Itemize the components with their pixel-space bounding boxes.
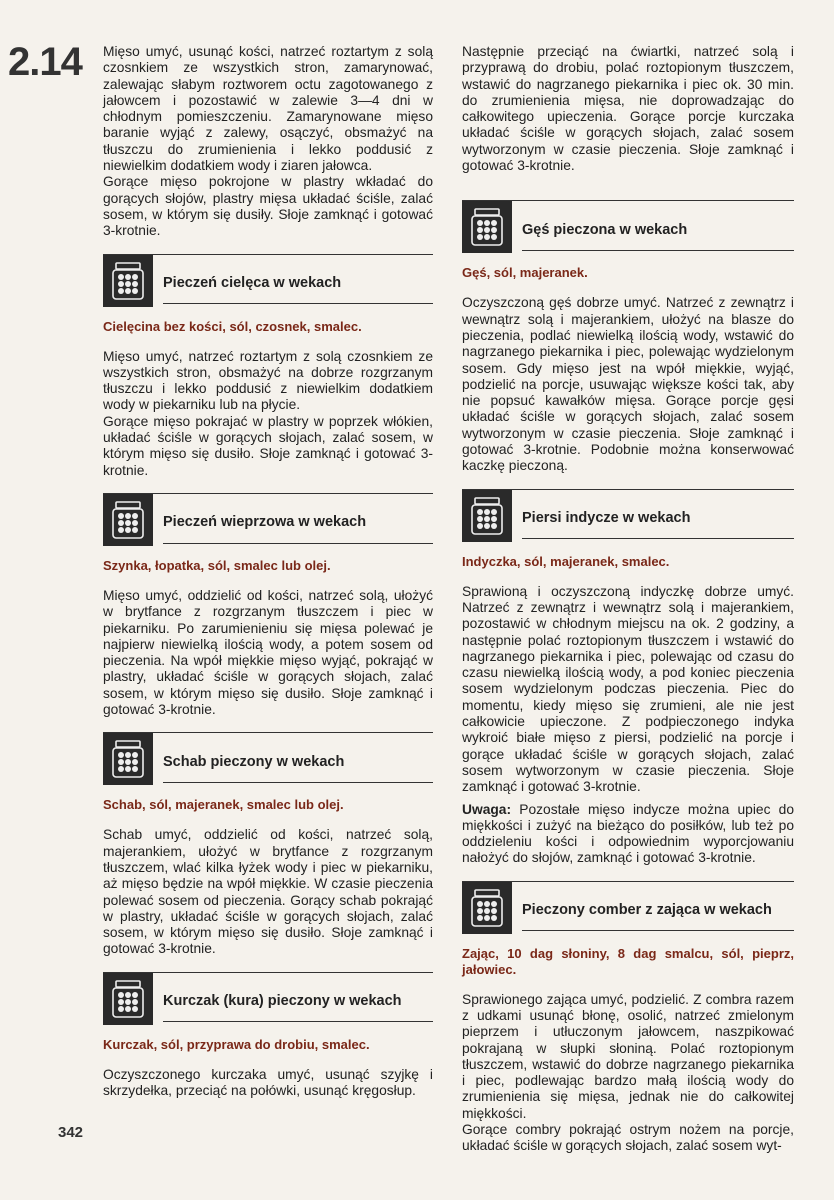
page-number: 342 — [58, 1124, 84, 1141]
recipe-heading — [103, 972, 433, 1025]
recipe-title: Pieczeń cielęca w wekach — [163, 257, 433, 304]
jar-icon — [462, 882, 512, 934]
recipe-heading — [103, 254, 433, 307]
recipe-paragraph: Oczyszczonego kurczaka umyć, usunąć szyjkę i skrzydełka, przeciąć na połówki, usunąć kręgosłup. — [103, 1066, 433, 1098]
recipe-ingredients: Kurczak, sól, przyprawa do drobiu, smalec. — [103, 1036, 370, 1052]
section-number: 2.14 — [8, 40, 82, 84]
note-paragraph — [462, 802, 794, 867]
recipe-block — [103, 972, 433, 1100]
jar-icon — [462, 201, 512, 253]
jar-icon — [103, 494, 153, 546]
jar-icon — [103, 255, 153, 307]
recipe-heading — [462, 200, 794, 253]
recipe-ingredients: Zając, 10 dag słoniny, 8 dag smalcu, sól, pieprz, jałowiec. — [462, 945, 794, 977]
recipe-ingredients: Szynka, łopatka, sól, smalec lub olej. — [103, 557, 331, 573]
recipe-heading — [462, 489, 794, 542]
recipe-block — [103, 254, 433, 479]
recipe-title: Schab pieczony w wekach — [163, 736, 433, 783]
recipe-paragraph: Mięso umyć, natrzeć roztartym z solą czosnkiem ze wszystkich stron, obsmażyć na dobrze rozgrzanym tłuszczu i lekko poddusić z niewielkim dodatkiem wody w piekarniku lub na płycie. — [103, 348, 433, 413]
recipe-heading — [103, 732, 433, 785]
note-label: Uwaga: — [462, 801, 512, 817]
recipe-paragraph: Sprawioną i oczyszczoną indyczkę dobrze umyć. Natrzeć z zewnątrz i wewnątrz solą i majerankiem, pozostawić w chłodnym miejscu na ok. 2 godziny, a następnie polać roztopionym tłuszczem i wstawić do nagrzanego piekarnika i piec, polewając od czasu do czasu niewielką ilością wody, a pod koniec pieczenia sosem wydzielonym podczas pieczenia. Piec do momentu, kiedy mięso się zrumieni, ale nie jest całkowicie upieczone. Z podpieczonego indyka wykroić białe mięso z piersi, podzielić na porcje i gorące układać ściśle w gorących słojach, zalać sosem wytworzonym w czasie pieczenia. Słoje zamknąć i gotować 3-krotnie. — [462, 583, 794, 795]
left-column — [103, 44, 433, 1099]
jar-icon — [103, 973, 153, 1025]
jar-icon — [462, 490, 512, 542]
recipe-paragraph: Gorące mięso pokrajać w plastry w poprzek włókien, układać ściśle w gorących słojach, zalać sosem, w którym mięso się dusiło. Słoje zamknąć i gotować 3-krotnie. — [103, 413, 433, 478]
right-column — [462, 44, 794, 1155]
recipe-ingredients: Schab, sól, majeranek, smalec lub olej. — [103, 797, 344, 813]
recipe-title: Pieczony comber z zająca w wekach — [522, 884, 794, 931]
recipe-heading — [103, 493, 433, 546]
recipe-block — [462, 200, 794, 474]
intro-paragraph: Następnie przeciąć na ćwiartki, natrzeć solą i przyprawą do drobiu, polać roztopionym tłuszczem, wstawić do nagrzanego piekarnika i piec ok. 30 min. do zrumienienia mięsa, nie doprowadzając do całkowitego upieczenia. Gorące porcje kurczaka układać ściśle w gorących słojach, zalać sosem wytworzonym w czasie pieczenia. Słoje zamknąć i gotować 3-krotnie. — [462, 44, 794, 174]
jar-icon — [103, 733, 153, 785]
recipe-block — [462, 881, 794, 1155]
recipe-block — [462, 489, 794, 867]
recipe-ingredients: Indyczka, sól, majeranek, smalec. — [462, 553, 670, 569]
recipe-ingredients: Gęś, sól, majeranek. — [462, 265, 588, 281]
recipe-block — [103, 493, 433, 718]
recipe-paragraph: Oczyszczoną gęś dobrze umyć. Natrzeć z zewnątrz i wewnątrz solą i majerankiem, ułożyć na blasze do pieczenia, podlać niewielką ilością wody, wstawić do nagrzanego piekarnika i piec, polewając wydzielonym sosem. Gdy mięso jest na wpół miękkie, wyjąć, podzielić na porcje, usuwając większe kości tak, aby nie popsuć kawałków mięsa. Gorące porcje gęsi układać ściśle w gorących słojach, zalać sosem wytworzonym w czasie pieczenia. Słoje zamknąć i gotować 3-krotnie. Podobnie można konserwować kaczkę pieczoną. — [462, 295, 794, 474]
recipe-block — [103, 732, 433, 957]
recipe-title: Piersi indycze w wekach — [522, 492, 794, 539]
recipe-paragraph: Sprawionego zająca umyć, podzielić. Z combra razem z udkami usunąć błonę, osolić, natrzeć zmielonym pieprzem i utłuczonym jałowcem, naszpikować pokrajaną w słupki słoniną. Polać roztopionym tłuszczem, wstawić do dobrze nagrzanego piekarnika i piec, podlewając bardzo małą ilością wody do zrumienienia się mięsa, jednak nie do całkowitej miękkości. — [462, 991, 794, 1121]
recipe-paragraph: Schab umyć, oddzielić od kości, natrzeć solą, majerankiem, ułożyć w brytfance z rozgrzanym tłuszczem, wlać kilka łyżek wody i piec w piekarniku, aż mięso będzie na wpół miękkie. W czasie pieczenia polewać sosem od pieczenia. Gorący schab pokrająć w plastry, układać ściśle w gorących słojach, zalać sosem, w którym mięso się dusiło. Słoje zamknąć i gotować 3-krotnie. — [103, 827, 433, 957]
recipe-heading — [462, 881, 794, 934]
note-text: Pozostałe mięso indycze można upiec do miękkości i zużyć na bieżąco do posiłków, lub też po oddzieleniu kości i odpowiednim wyporcjowaniu nałożyć do słojów, zamknąć i gotować 3-krotnie. — [462, 801, 794, 866]
intro-paragraph: Mięso umyć, usunąć kości, natrzeć roztartym z solą czosnkiem ze wszystkich stron, zamarynować, zalewając słabym roztworem octu zagotowanego z jałowcem i pozostawić w zalewie 3—4 dni w chłodnym pomieszczeniu. Zamarynowane mięso baranie wyjąć z zalewy, osączyć, obsmażyć na tłuszczu do zrumienienia i lekko poddusić z niewielkim dodatkiem wody i ziaren jałowca. — [103, 44, 433, 174]
recipe-ingredients: Cielęcina bez kości, sól, czosnek, smalec. — [103, 318, 362, 334]
intro-paragraph: Gorące mięso pokrojone w plastry wkładać do gorących słojów, plastry mięsa układać ściśle, zalać sosem, w którym się dusiły. Słoje zamknąć i gotować 3-krotnie. — [103, 174, 433, 239]
recipe-title: Pieczeń wieprzowa w wekach — [163, 496, 433, 543]
recipe-paragraph: Gorące combry pokrająć ostrym nożem na porcje, układać ściśle w gorących słojach, zalać sosem wyt- — [462, 1122, 794, 1154]
recipe-title: Gęś pieczona w wekach — [522, 204, 794, 251]
recipe-title: Kurczak (kura) pieczony w wekach — [163, 975, 433, 1022]
recipe-paragraph: Mięso umyć, oddzielić od kości, natrzeć solą, ułożyć w brytfance z rozgrzanym tłuszczem i piec w piekarniku. Po zarumienieniu się mięsa polewać je najpierw niewielką ilością wody, a potem sosem od pieczenia. Na wpół miękkie mięso wyjąć, pokrająć w plastry, układać ściśle w gorących słojach, zalać sosem, w którym mięso się dusiło. Słoje zamknąć i gotować 3-krotnie. — [103, 587, 433, 718]
